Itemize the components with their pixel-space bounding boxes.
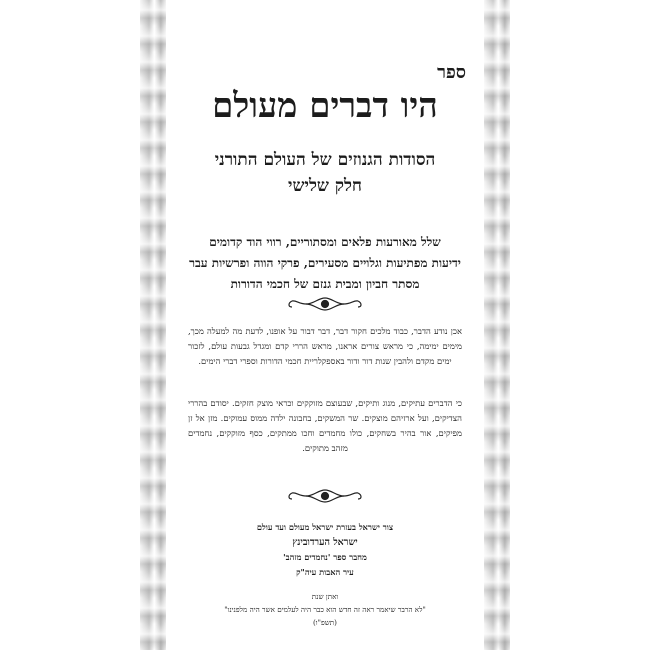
description-line: ידיעות מפתיעות וגלויים מסעירים, פרקי הווה ופרשיות עבר (189, 256, 461, 270)
publication-year-block (166, 590, 484, 629)
author-location: עיר האבות עיה"ק (296, 567, 354, 577)
sefer-label: ספר (437, 62, 466, 83)
book-title: היו דברים מעולם (212, 86, 438, 126)
page-border-left (140, 0, 166, 650)
ornament-divider-icon (166, 292, 484, 316)
author-block (166, 520, 484, 580)
ornament-divider-icon (166, 484, 484, 508)
description-block (180, 232, 470, 295)
intro-paragraph: אכן נודע הדבר, כבוד מלכים חקור דבר, דבר דבור על אופנו, לדעת מה למעלה מכך, מימים ימימה, כי מראש צורים אראנו, מראש הררי קדם ומגדל גבעות עולם, לזכור ימים מקדם ולהבין שנות דור ודור באספקלריית חכמי הדורות וספרי דברי הימים. (188, 326, 462, 366)
author-dedication: צור ישראל בעזרת ישראל מעולם ועד עולם (256, 522, 394, 532)
year-value: (תשפ"ו) (313, 618, 337, 627)
author-name: ישראל הערדובינץ (292, 537, 358, 548)
intro-paragraph: כי הדברים עתיקים, מנוג ותיקים, שבעוצם מזוקקים וכראי מוצק חזקים. יסודם בהררי הצדיקים, ועל ארזיהם מוצקים. שר המשקים, בחבונה ילדה ממוס עמוקים. מזן אל זן מפיקים, אור בהיר בשחקים, כולו מחמדים וחכו ממתקים, כסף מזוקקים, נחמדים מזהב מתוקים. (188, 398, 462, 453)
description-line: מסתר חביון ומבית גנזם של חכמי הדורות (230, 277, 420, 291)
year-verse: "לא הרבר שיאמר ראה זה חדש הוא כבר היה לעלמים אשר היה מלפנינו" (224, 605, 426, 614)
year-intro: ואתן שנת (311, 592, 339, 601)
page-border-right (484, 0, 510, 650)
author-credit: מחבר ספר 'נחמדים מזהב' (283, 552, 367, 562)
book-subtitle: הסודות הגנוזים של העולם התורני (214, 150, 436, 170)
description-line: שלל מאורעות פלאים ומסתוריים, רווי הוד קדומים (209, 235, 441, 249)
title-page (166, 0, 484, 650)
volume-part: חלק שלישי (288, 176, 362, 196)
